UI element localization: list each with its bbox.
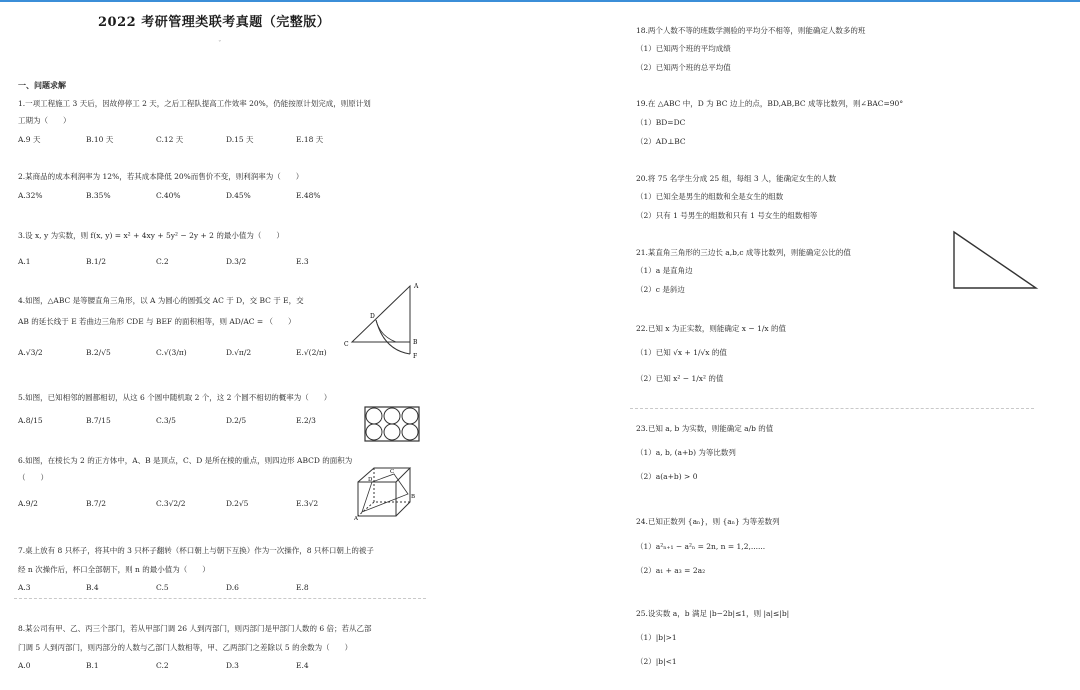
q7-line1: 7.桌上放有 8 只杯子，将其中的 3 只杯子翻转（杯口朝上与朝下互换）作为一次操作，8 只杯口朝上的被子 — [18, 546, 374, 555]
q4-option-a: A.√3/2 — [18, 348, 43, 357]
q25-line1: 25.设实数 a，b 满足 |b−2b|≤1，则 |a|≤|b| — [636, 609, 790, 618]
q6-option-c: C.3√2/2 — [156, 499, 186, 508]
q4-label-b: B — [413, 339, 418, 346]
q6-option-e: E.3√2 — [296, 499, 319, 508]
q19-condition2: （2）AD⊥BC — [636, 137, 686, 146]
q19-condition1: （1）BD=DC — [636, 118, 686, 127]
q6-option-d: D.2√5 — [226, 499, 249, 508]
q8-option-e: E.4 — [296, 661, 309, 670]
q7-option-a: A.3 — [18, 583, 31, 592]
q7-option-c: C.5 — [156, 583, 169, 592]
q1-line1: 1.一项工程施工 3 天后，因故停停工 2 天，之后工程队提高工作效率 20%，仍能按原计划完成，则原计划 — [18, 99, 371, 108]
cursor-mark: ˇ — [218, 40, 222, 48]
q3-option-e: E.3 — [296, 257, 309, 266]
q4-label-f: F — [413, 353, 418, 360]
q4-triangle-figure — [340, 280, 425, 362]
q23-condition1: （1）a, b, (a+b) 为等比数列 — [636, 448, 736, 457]
q3-option-c: C.2 — [156, 257, 169, 266]
q3-option-a: A.1 — [18, 257, 31, 266]
q22-line1: 22.已知 x 为正实数，则能确定 x − 1/x 的值 — [636, 324, 787, 333]
q19-line1: 19.在 △ABC 中，D 为 BC 边上的点，BD,AB,BC 成等比数列，则∠BAC=90° — [636, 99, 904, 108]
q7-option-b: B.4 — [86, 583, 99, 592]
q18-condition2: （2）已知两个班的总平均值 — [636, 63, 731, 72]
q4-option-b: B.2/√5 — [86, 348, 111, 357]
q4-label-a: A — [414, 283, 419, 290]
q4-line1: 4.如图，△ABC 是等腰直角三角形，以 A 为圆心的圆弧交 AC 于 D，交 BC 于 E，交 — [18, 296, 304, 305]
q21-condition1: （1）a 是直角边 — [636, 266, 693, 275]
left-page — [0, 2, 425, 690]
q3-option-b: B.1/2 — [86, 257, 106, 266]
q25-condition2: （2）|b|<1 — [636, 657, 677, 666]
q1-option-c: C.12 天 — [156, 135, 184, 144]
q5-option-a: A.8/15 — [18, 416, 43, 425]
q2-line1: 2.某商品的成本利润率为 12%，若其成本降低 20%而售价不变，则利润率为（ ） — [18, 172, 304, 181]
q20-condition1: （1）已知全是男生的组数和全是女生的组数 — [636, 192, 784, 201]
page-break-line — [630, 408, 1034, 409]
q8-option-b: B.1 — [86, 661, 99, 670]
q6-label-a: A — [354, 516, 358, 522]
q4-label-d: D — [370, 313, 375, 320]
q3-option-d: D.3/2 — [226, 257, 247, 266]
q1-line2: 工期为（ ） — [18, 116, 71, 125]
q2-option-c: C.40% — [156, 191, 181, 200]
q7-option-e: E.8 — [296, 583, 309, 592]
q6-label-b: B — [411, 494, 416, 500]
q24-line1: 24.已知正数列 {aₙ}，则 {aₙ} 为等差数列 — [636, 517, 780, 526]
q4-option-c: C.√(3/π) — [156, 348, 187, 357]
q8-option-d: D.3 — [226, 661, 239, 670]
q24-condition1: （1）a²ₙ₊₁ − a²ₙ = 2n, n = 1,2,...... — [636, 542, 766, 551]
q5-option-e: E.2/3 — [296, 416, 316, 425]
q23-condition2: （2）a(a+b) > 0 — [636, 472, 698, 481]
q20-line1: 20.将 75 名学生分成 25 组，每组 3 人，能确定女生的人数 — [636, 174, 837, 183]
q1-option-a: A.9 天 — [18, 135, 41, 144]
q21-right-triangle-figure — [950, 228, 1040, 292]
q4-label-c: C — [344, 341, 349, 348]
q5-option-b: B.7/15 — [86, 416, 111, 425]
q22-condition1: （1）已知 √x + 1/√x 的值 — [636, 348, 727, 357]
q2-option-b: B.35% — [86, 191, 111, 200]
page-break-line — [14, 598, 426, 599]
q23-line1: 23.已知 a, b 为实数，则能确定 a/b 的值 — [636, 424, 774, 433]
q25-condition1: （1）|b|>1 — [636, 633, 677, 642]
q8-option-a: A.0 — [18, 661, 31, 670]
q8-line1: 8.某公司有甲、乙、丙三个部门，若从甲部门调 26 人到丙部门，则丙部门是甲部门人数的 6 倍；若从乙部 — [18, 624, 372, 633]
section-heading: 一、问题求解 — [18, 80, 66, 90]
q4-option-e: E.√(2/π) — [296, 348, 327, 357]
q6-cube-figure — [350, 464, 420, 522]
q5-option-c: C.3/5 — [156, 416, 176, 425]
q2-option-e: E.48% — [296, 191, 321, 200]
q22-condition2: （2）已知 x² − 1/x² 的值 — [636, 374, 724, 383]
q6-label-d: D — [368, 477, 373, 483]
q8-option-c: C.2 — [156, 661, 169, 670]
q6-line1: 6.如图，在棱长为 2 的正方体中，A、B 是顶点，C、D 是所在棱的重点，则四边形 ABCD 的面积为 — [18, 456, 353, 465]
q18-condition1: （1）已知两个班的平均成绩 — [636, 44, 731, 53]
q7-line2: 经 n 次操作后，杯口全部朝下，则 n 的最小值为（ ） — [18, 565, 210, 574]
q5-line1: 5.如图，已知相邻的圆都相切，从这 6 个圆中随机取 2 个，这 2 个圆不相切的概率为（ ） — [18, 393, 332, 402]
q5-option-d: D.2/5 — [226, 416, 247, 425]
q7-option-d: D.6 — [226, 583, 239, 592]
q4-option-d: D.√π/2 — [226, 348, 252, 357]
q4-line2: AB 的延长线于 E 若曲边三角形 CDE 与 BEF 的面积相等，则 AD/AC = （ ） — [18, 317, 296, 326]
q20-condition2: （2）只有 1 号男生的组数和只有 1 号女生的组数相等 — [636, 211, 818, 220]
q2-option-d: D.45% — [226, 191, 251, 200]
q6-label-c: C — [390, 469, 395, 475]
q21-condition2: （2）c 是斜边 — [636, 285, 685, 294]
q3-line1: 3.设 x, y 为实数，则 f(x, y) = x² + 4xy + 5y² − 2y + 2 的最小值为（ ） — [18, 231, 284, 240]
q18-line1: 18.两个人数不等的班数学测验的平均分不相等，则能确定人数多的班 — [636, 26, 866, 35]
q24-condition2: （2）a₁ + a₃ = 2a₂ — [636, 566, 706, 575]
q8-line2: 门调 5 人到丙部门，则丙部分的人数与乙部门人数相等，甲、乙两部门之差除以 5 的余数为（ ） — [18, 643, 353, 652]
right-page — [600, 2, 1070, 690]
q1-option-b: B.10 天 — [86, 135, 114, 144]
q6-line2: （ ） — [18, 473, 48, 482]
q1-option-e: E.18 天 — [296, 135, 324, 144]
q21-line1: 21.某直角三角形的三边长 a,b,c 成等比数列，则能确定公比的值 — [636, 248, 851, 257]
q6-option-b: B.7/2 — [86, 499, 106, 508]
q5-circles-figure — [364, 406, 420, 442]
page-title: 2022 考研管理类联考真题（完整版） — [98, 15, 331, 30]
q2-option-a: A.32% — [18, 191, 43, 200]
q6-option-a: A.9/2 — [18, 499, 38, 508]
q1-option-d: D.15 天 — [226, 135, 254, 144]
